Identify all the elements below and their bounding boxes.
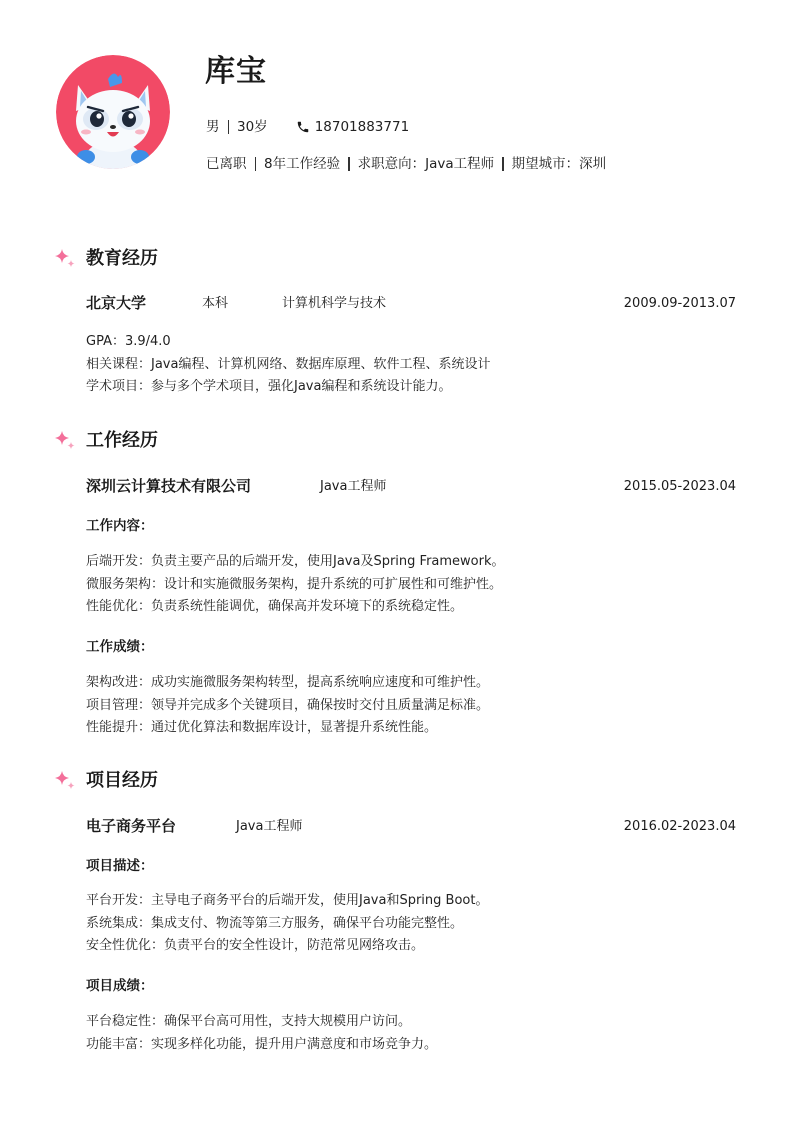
project-name: 电子商务平台 bbox=[86, 817, 177, 835]
phone-icon bbox=[296, 120, 310, 134]
list-item: 相关课程：Java编程、计算机网络、数据库原理、软件工程、系统设计 bbox=[86, 356, 491, 372]
avatar-icon bbox=[56, 55, 170, 169]
work-results-heading: 工作成绩： bbox=[86, 639, 154, 655]
section-education bbox=[54, 246, 158, 272]
sparkle-icon bbox=[54, 248, 76, 270]
job-intent-line bbox=[206, 154, 606, 174]
project-date: 2016.02-2023.04 bbox=[623, 819, 736, 834]
cat-mascot-avatar bbox=[56, 55, 170, 169]
age: 30岁 bbox=[237, 119, 268, 135]
education-row bbox=[86, 292, 736, 314]
sparkle-icon bbox=[54, 770, 76, 792]
section-work bbox=[54, 428, 158, 454]
project-row bbox=[86, 815, 736, 837]
section-title: 项目经历 bbox=[86, 770, 158, 791]
project-desc-heading: 项目描述： bbox=[86, 858, 154, 874]
expected-city: 期望城市：深圳 bbox=[511, 156, 607, 172]
project-description bbox=[86, 890, 736, 958]
list-item: 架构改进：成功实施微服务架构转型，提高系统响应速度和可维护性。 bbox=[86, 675, 490, 690]
work-date: 2015.05-2023.04 bbox=[623, 479, 736, 494]
list-item: 项目管理：领导并完成多个关键项目，确保按时交付且质量满足标准。 bbox=[86, 697, 490, 713]
section-title: 教育经历 bbox=[86, 248, 158, 269]
sparkle-icon bbox=[54, 430, 76, 452]
gender: 男 bbox=[206, 119, 220, 135]
project-role: Java工程师 bbox=[236, 819, 303, 834]
list-item: GPA：3.9/4.0 bbox=[86, 334, 171, 349]
major: 计算机科学与技术 bbox=[282, 296, 387, 311]
divider bbox=[255, 157, 257, 171]
company-name: 深圳云计算技术有限公司 bbox=[86, 477, 252, 495]
divider bbox=[348, 157, 350, 171]
education-date: 2009.09-2013.07 bbox=[623, 296, 736, 311]
list-item: 性能提升：通过优化算法和数据库设计，显著提升系统性能。 bbox=[86, 720, 438, 735]
project-results-heading: 项目成绩： bbox=[86, 978, 154, 994]
list-item: 系统集成：集成支付、物流等第三方服务，确保平台功能完整性。 bbox=[86, 915, 464, 931]
job-intention: 求职意向：Java工程师 bbox=[357, 156, 495, 172]
list-item: 后端开发：负责主要产品的后端开发，使用Java及Spring Framework。 bbox=[86, 554, 505, 569]
work-row bbox=[86, 475, 736, 497]
degree: 本科 bbox=[202, 296, 229, 311]
candidate-name: 库宝 bbox=[205, 54, 267, 89]
phone-number[interactable]: 18701883771 bbox=[314, 119, 410, 135]
employment-status: 已离职 bbox=[206, 156, 247, 172]
project-results bbox=[86, 1011, 736, 1056]
section-project bbox=[54, 768, 158, 794]
list-item: 学术项目：参与多个学术项目，强化Java编程和系统设计能力。 bbox=[86, 379, 452, 394]
job-role: Java工程师 bbox=[320, 479, 387, 494]
school-name: 北京大学 bbox=[86, 294, 147, 312]
list-item: 性能优化：负责系统性能调优，确保高并发环境下的系统稳定性。 bbox=[86, 599, 464, 614]
work-results bbox=[86, 672, 736, 740]
list-item: 微服务架构：设计和实施微服务架构，提升系统的可扩展性和可维护性。 bbox=[86, 576, 503, 592]
divider bbox=[502, 157, 504, 171]
list-item: 平台开发：主导电子商务平台的后端开发，使用Java和Spring Boot。 bbox=[86, 893, 489, 908]
basic-info-line bbox=[206, 117, 409, 137]
divider bbox=[228, 120, 230, 134]
list-item: 安全性优化：负责平台的安全性设计，防范常见网络攻击。 bbox=[86, 938, 425, 953]
section-title: 工作经历 bbox=[86, 430, 158, 451]
list-item: 功能丰富：实现多样化功能，提升用户满意度和市场竞争力。 bbox=[86, 1036, 438, 1052]
education-details bbox=[86, 331, 736, 399]
work-experience: 8年工作经验 bbox=[264, 156, 341, 172]
work-content-heading: 工作内容： bbox=[86, 518, 154, 534]
list-item: 平台稳定性：确保平台高可用性，支持大规模用户访问。 bbox=[86, 1014, 412, 1029]
work-content bbox=[86, 551, 736, 619]
